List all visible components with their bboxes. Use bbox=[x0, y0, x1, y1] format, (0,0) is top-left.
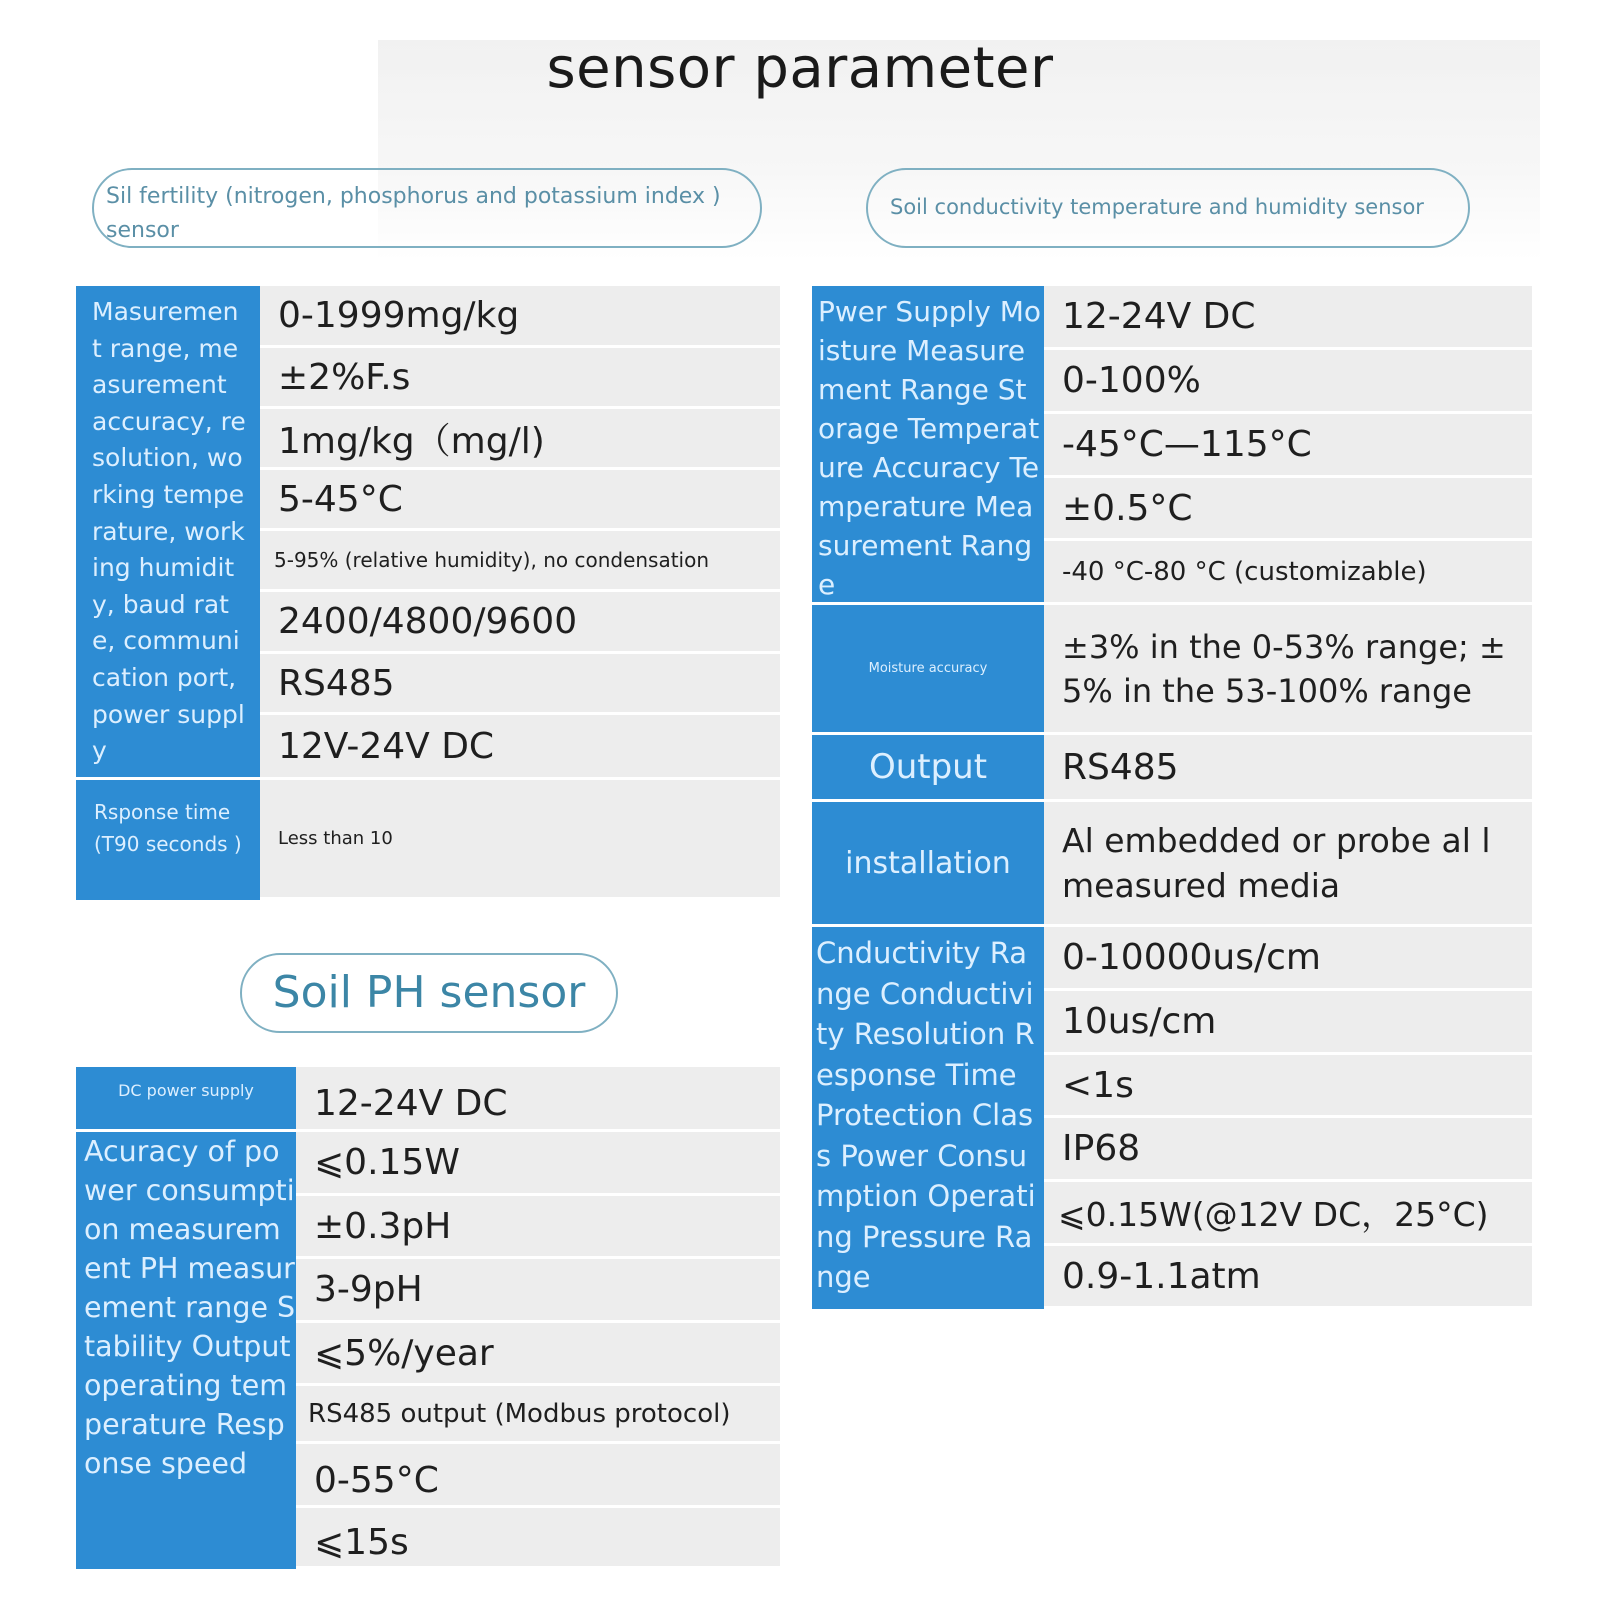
fertility-row-response bbox=[260, 780, 780, 900]
ph-value-5: RS485 output (Modbus protocol) bbox=[308, 1398, 731, 1429]
conductivity-bottom-value-1: 0-10000us/cm bbox=[1062, 937, 1321, 978]
ph-label-main bbox=[76, 1132, 296, 1569]
ph-row-dc bbox=[296, 1067, 780, 1132]
fertility-value-3: 1mg/kg（mg/l) bbox=[278, 420, 545, 462]
ph-row-1 bbox=[296, 1132, 780, 1196]
ph-label-main-text: Acuracy of power consumption measurement PH measurement range Stability Output operating temperature Response speed bbox=[84, 1135, 296, 1480]
conductivity-row-5 bbox=[1044, 541, 1532, 605]
conductivity-value-5: -40 °C-80 °C (customizable) bbox=[1062, 556, 1427, 587]
fertility-row-2 bbox=[260, 348, 780, 409]
fertility-label-main bbox=[76, 286, 260, 777]
conductivity-row-b1 bbox=[1044, 927, 1532, 991]
conductivity-bottom-value-6: 0.9-1.1atm bbox=[1062, 1255, 1261, 1297]
ph-value-1: ⩽0.15W bbox=[314, 1142, 460, 1183]
ph-dc-value: 12-24V DC bbox=[314, 1082, 508, 1124]
conductivity-label-output-text: Output bbox=[868, 747, 988, 787]
fertility-heading: Sil fertility (nitrogen, phosphorus and potassium index ) sensor bbox=[92, 168, 762, 248]
conductivity-output-value: RS485 bbox=[1062, 746, 1179, 788]
conductivity-bottom-value-3: <1s bbox=[1062, 1064, 1134, 1106]
fertility-row-8 bbox=[260, 715, 780, 780]
conductivity-label-output bbox=[812, 735, 1044, 799]
conductivity-row-installation bbox=[1044, 802, 1532, 927]
conductivity-row-output bbox=[1044, 735, 1532, 802]
conductivity-value-4: ±0.5°C bbox=[1062, 487, 1193, 529]
fertility-label-response-text: Rsponse time (T90 seconds ) bbox=[94, 800, 242, 856]
conductivity-label-installation-text: installation bbox=[845, 845, 1011, 881]
ph-row-3 bbox=[296, 1259, 780, 1323]
conductivity-row-b2 bbox=[1044, 991, 1532, 1055]
ph-row-2 bbox=[296, 1196, 780, 1259]
conductivity-bottom-value-4: IP68 bbox=[1062, 1128, 1141, 1169]
conductivity-value-3: -45°C—115°C bbox=[1062, 424, 1312, 465]
conductivity-bottom-value-5: ⩽0.15W(@12V DC，25°C) bbox=[1058, 1195, 1489, 1234]
ph-row-5 bbox=[296, 1386, 780, 1444]
conductivity-row-b4 bbox=[1044, 1118, 1532, 1182]
conductivity-row-3 bbox=[1044, 414, 1532, 478]
conductivity-value-2: 0-100% bbox=[1062, 360, 1201, 401]
fertility-value-4: 5-45°C bbox=[278, 478, 403, 520]
fertility-label-main-text: Masurement range, measurement accuracy, resolution, working temperature, working humidity, baud rate, communication port, power supply bbox=[92, 297, 246, 766]
conductivity-label-bottom-text: Cnductivity Range Conductivity Resolution Response Time Protection Class Power Consumption Operating Pressure Range bbox=[816, 936, 1036, 1294]
fertility-label-response bbox=[76, 780, 260, 900]
conductivity-row-b3 bbox=[1044, 1055, 1532, 1118]
conductivity-bottom-value-2: 10us/cm bbox=[1062, 1001, 1217, 1042]
conductivity-label-main bbox=[812, 286, 1044, 602]
ph-value-4: ⩽5%/year bbox=[314, 1332, 494, 1374]
fertility-row-7 bbox=[260, 654, 780, 715]
ph-value-7: ⩽15s bbox=[314, 1521, 409, 1563]
conductivity-row-1 bbox=[1044, 286, 1532, 350]
conductivity-value-1: 12-24V DC bbox=[1062, 296, 1256, 337]
conductivity-row-b6 bbox=[1044, 1246, 1532, 1309]
fertility-row-6 bbox=[260, 592, 780, 654]
conductivity-label-moisture-text: Moisture accuracy bbox=[868, 661, 988, 676]
conductivity-label-moisture bbox=[812, 605, 1044, 732]
conductivity-installation-value: Al embedded or probe al l measured media bbox=[1062, 821, 1491, 905]
ph-heading: Soil PH sensor bbox=[240, 953, 618, 1033]
fertility-row-5 bbox=[260, 531, 780, 592]
ph-value-3: 3-9pH bbox=[314, 1269, 423, 1310]
conductivity-label-main-text: Pwer Supply Moisture Measurement Range Storage Temperature Accuracy Temperature Measurement Range bbox=[818, 295, 1042, 601]
fertility-value-8: 12V-24V DC bbox=[278, 725, 495, 767]
ph-value-2: ±0.3pH bbox=[314, 1205, 452, 1247]
conductivity-heading: Soil conductivity temperature and humidity sensor bbox=[866, 168, 1470, 248]
fertility-value-6: 2400/4800/9600 bbox=[278, 601, 578, 642]
ph-row-7 bbox=[296, 1508, 780, 1569]
conductivity-label-bottom bbox=[812, 927, 1044, 1309]
fertility-row-3 bbox=[260, 409, 780, 470]
ph-row-4 bbox=[296, 1323, 780, 1386]
fertility-value-2: ±2%F.s bbox=[278, 356, 411, 398]
fertility-row-4 bbox=[260, 470, 780, 531]
conductivity-row-moisture bbox=[1044, 605, 1532, 735]
fertility-response-value: Less than 10 bbox=[278, 828, 393, 849]
conductivity-row-4 bbox=[1044, 478, 1532, 541]
fertility-value-5: 5-95% (relative humidity), no condensation bbox=[274, 548, 710, 572]
ph-value-6: 0-55°C bbox=[314, 1460, 439, 1501]
ph-row-6 bbox=[296, 1444, 780, 1508]
fertility-row-1 bbox=[260, 286, 780, 348]
fertility-value-1: 0-1999mg/kg bbox=[278, 295, 520, 336]
ph-label-dc-text: DC power supply bbox=[118, 1081, 254, 1100]
fertility-value-7: RS485 bbox=[278, 662, 395, 704]
ph-label-dc bbox=[76, 1067, 296, 1129]
conductivity-row-b5 bbox=[1044, 1182, 1532, 1246]
conductivity-label-installation bbox=[812, 802, 1044, 924]
conductivity-moisture-value: ±3% in the 0-53% range; ± 5% in the 53-100% range bbox=[1062, 627, 1506, 710]
conductivity-row-2 bbox=[1044, 350, 1532, 414]
page-title: sensor parameter bbox=[546, 36, 1054, 101]
